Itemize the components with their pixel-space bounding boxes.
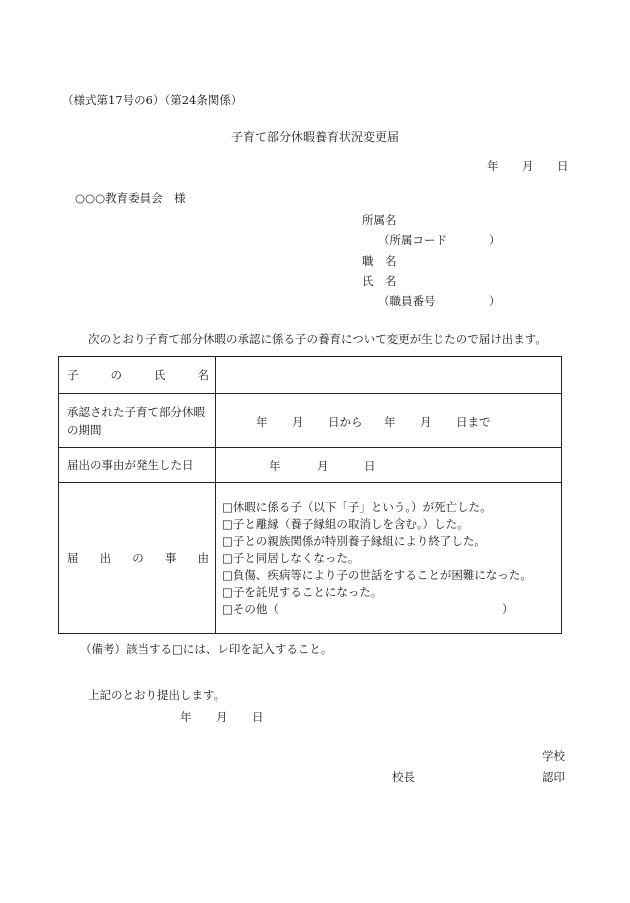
sender-affiliation: 所属名 [362, 213, 397, 227]
change-form-table [58, 356, 562, 634]
submission-month: 月 [216, 710, 228, 724]
table-row [59, 394, 562, 448]
document-title: 子育て部分休暇養育状況変更届 [230, 130, 399, 144]
form-number: （様式第17号の6）（第24条関係） [62, 93, 243, 107]
seal-label: 認印 [542, 770, 565, 784]
sender-affiliation-code-close: ） [489, 233, 501, 247]
reason-option[interactable]: □負傷、疾病等により子の世話をすることが困難になった。 [222, 567, 532, 582]
table-row [59, 357, 562, 394]
submission-text: 上記のとおり提出します。 [88, 688, 226, 702]
date-year: 年 [487, 159, 499, 173]
sender-name: 氏 名 [362, 274, 397, 288]
period-label: 承認された子育て部分休暇の期間 [59, 394, 216, 448]
reason-option-other[interactable]: □その他（ ） [222, 601, 514, 616]
intro-text: 次のとおり子育て部分休暇の承認に係る子の養育について変更が生じたので届け出ます。 [88, 332, 547, 346]
occurred-date-field[interactable]: 年 月 日 [216, 448, 562, 483]
reason-option[interactable]: □子を託児することになった。 [222, 584, 383, 599]
principal-label: 校長 [392, 770, 415, 784]
sender-employee-no-close: ） [489, 294, 501, 308]
table-row [59, 483, 562, 634]
sender-employee-no: （職員番号 [378, 294, 436, 308]
reason-option[interactable]: □子との親族関係が特別養子縁組により終了した。 [222, 533, 486, 548]
occurred-label: 届出の事由が発生した日 [59, 448, 216, 483]
submission-year: 年 [180, 710, 192, 724]
reason-checklist [216, 483, 562, 634]
reason-option[interactable]: □子と同居しなくなった。 [222, 550, 360, 565]
child-name-field[interactable] [216, 357, 562, 394]
reason-option[interactable]: □休暇に係る子（以下「子」という。）が死亡した。 [222, 499, 492, 514]
date-month: 月 [522, 159, 534, 173]
sender-position: 職 名 [362, 254, 397, 268]
reason-label: 届 出 の 事 由 [59, 483, 216, 634]
sender-affiliation-code: （所属コード [378, 233, 447, 247]
school-label: 学校 [542, 749, 565, 763]
table-row [59, 448, 562, 483]
remarks-note: （備考）該当する□には、レ印を記入すること。 [80, 642, 333, 656]
reason-option[interactable]: □子と離縁（養子縁組の取消しを含む。）した。 [222, 516, 469, 531]
date-day: 日 [557, 159, 569, 173]
addressee: ○○○教育委員会 様 [75, 191, 186, 205]
period-field[interactable]: 年 月 日から 年 月 日まで [216, 394, 562, 448]
submission-day: 日 [252, 710, 264, 724]
child-name-label: 子 の 氏 名 [59, 357, 216, 394]
